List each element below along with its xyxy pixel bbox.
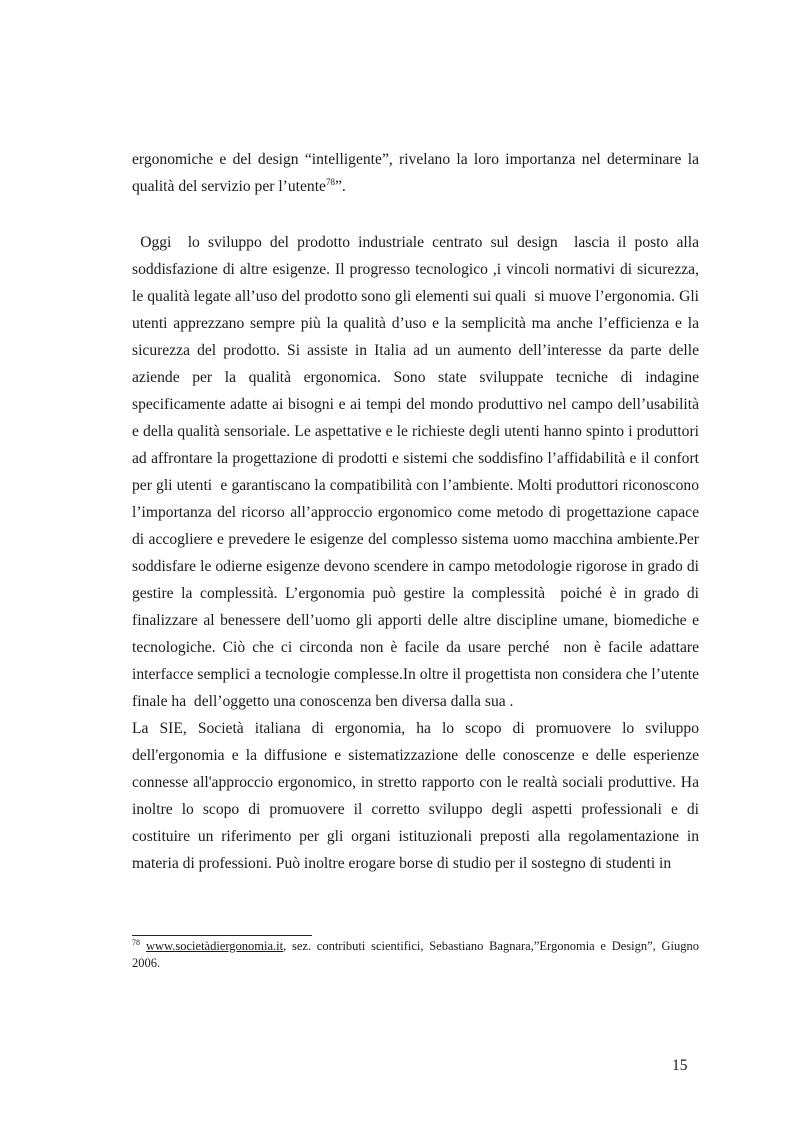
footnote-number: 78: [132, 938, 140, 947]
continuation-closing: ”.: [334, 178, 346, 195]
footnote-reference[interactable]: 78: [325, 177, 335, 187]
footnote-link[interactable]: www.societàdiergonomia.it: [146, 939, 284, 953]
paragraph-ergonomics-today: Oggi lo sviluppo del prodotto industriale centrato sul design lascia il posto alla soddisfazione di altre esigenze. Il progresso tecnologico ,i vincoli normativi di sicurezza, le qualità legate all’uso del prodotto sono gli elementi sui quali si muove l’ergonomia. Gli utenti apprezzano sempre più la qualità d’uso e la semplicità ma anche l’efficienza e la sicurezza del prodotto. Si assiste in Italia ad un aumento dell’interesse da parte delle aziende per la qualità ergonomica. Sono state sviluppate tecniche di indagine specificamente adatte ai bisogni e ai tempi del mondo produttivo nel campo dell’usabilità e della qualità sensoriale. Le aspettative e le richieste degli utenti hanno spinto i produttori ad affrontare la progettazione di prodotti e sistemi che soddisfino l’affidabilità e il confort per gli utenti e garantiscano la compatibilità con l’ambiente. Molti produttori riconoscono l’importanza del ricorso all’approccio ergonomico come metodo di progettazione capace di accogliere e prevedere le esigenze del complesso sistema uomo macchina ambiente.Per soddisfare le odierne esigenze devono scendere in campo metodologie rigorose in grado di gestire la complessità. L’ergonomia può gestire la complessità poiché è in grado di finalizzare al benessere dell’uomo gli apporti delle altre discipline umane, biomediche e tecnologiche. Ciò che ci circonda non è facile da usare perché non è facile adattare interfacce semplici a tecnologie complesse.In oltre il progettista non considera che l’utente finale ha dell’oggetto una conoscenza ben diversa dalla sua .: [132, 234, 707, 710]
footnote-separator: [132, 935, 312, 936]
footnote: [132, 938, 699, 972]
continuation-text: [132, 146, 699, 200]
body-text: [132, 229, 707, 877]
paragraph-sie: La SIE, Società italiana di ergonomia, ha lo scopo di promuovere lo sviluppo dell'ergonomia e la diffusione e sistematizzazione delle conoscenze e delle esperienze connesse all'approccio ergonomico, in stretto rapporto con le realtà sociali produttive. Ha inoltre lo scopo di promuovere il corretto sviluppo degli aspetti professionali e di costituire un riferimento per gli organi istituzionali preposti alla regolamentazione in materia di professioni. Può inoltre erogare borse di studio per il sostegno di studenti in: [132, 720, 699, 872]
continuation-body: ergonomiche e del design “intelligente”, rivelano la loro importanza nel determinare la qualità del servizio per l’utente: [132, 151, 699, 195]
continuation-paragraph: [132, 146, 699, 200]
footnote-text: , sez. contributi scientifici, Sebastiano Bagnara,”Ergonomia e Design”, Giugno 2006.: [132, 939, 699, 970]
page-number: 15: [672, 1057, 688, 1074]
